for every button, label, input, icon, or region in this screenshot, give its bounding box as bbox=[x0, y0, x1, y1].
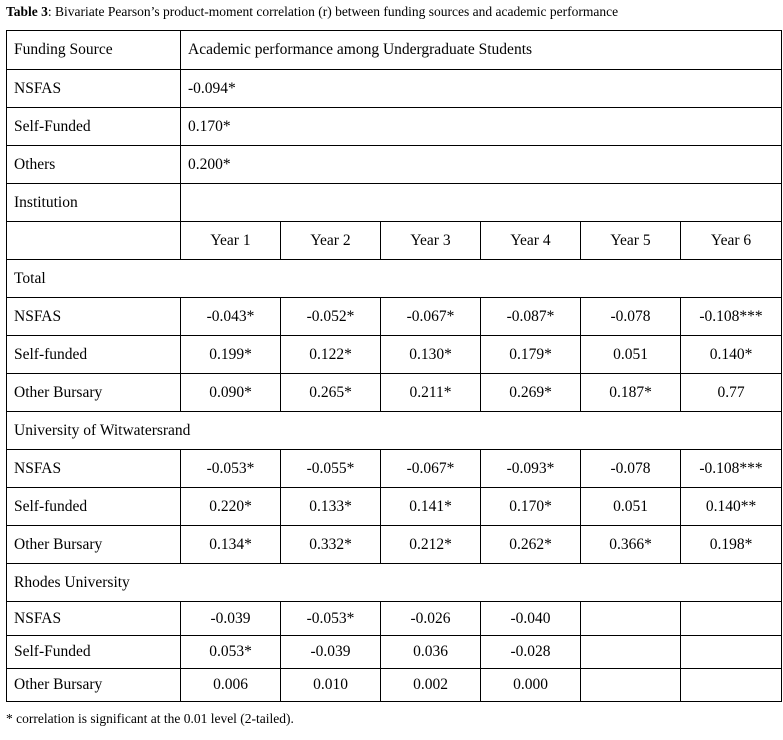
footnote: * correlation is significant at the 0.01 level (2-tailed). bbox=[6, 711, 294, 726]
table-cell bbox=[681, 636, 782, 669]
table-cell bbox=[681, 669, 782, 702]
table-cell: -0.028 bbox=[481, 636, 581, 669]
year-header: Year 1 bbox=[181, 222, 281, 260]
year-header: Year 3 bbox=[381, 222, 481, 260]
overall-row bbox=[7, 70, 782, 108]
caption-label: Table 3 bbox=[6, 4, 48, 19]
overall-label: Self-Funded bbox=[7, 108, 181, 146]
table-cell: 0.187* bbox=[581, 374, 681, 412]
table-cell: 0.77 bbox=[681, 374, 782, 412]
table-cell: -0.043* bbox=[181, 298, 281, 336]
table-cell: -0.055* bbox=[281, 450, 381, 488]
table-cell: 0.051 bbox=[581, 488, 681, 526]
group-name: Total bbox=[7, 260, 782, 298]
table-cell: 0.141* bbox=[381, 488, 481, 526]
table-caption bbox=[6, 4, 618, 20]
table-cell bbox=[581, 669, 681, 702]
table-cell: 0.051 bbox=[581, 336, 681, 374]
table-cell: -0.053* bbox=[281, 602, 381, 636]
group-name: University of Witwatersrand bbox=[7, 412, 782, 450]
table-cell: 0.366* bbox=[581, 526, 681, 564]
table-row bbox=[7, 298, 782, 336]
table-cell: 0.090* bbox=[181, 374, 281, 412]
table-cell: 0.036 bbox=[381, 636, 481, 669]
group-header-row bbox=[7, 260, 782, 298]
table-cell: 0.262* bbox=[481, 526, 581, 564]
table-cell: -0.067* bbox=[381, 450, 481, 488]
table-cell: 0.134* bbox=[181, 526, 281, 564]
overall-value: 0.170* bbox=[181, 108, 782, 146]
table-cell: -0.108*** bbox=[681, 298, 782, 336]
overall-label: NSFAS bbox=[7, 70, 181, 108]
table-cell: -0.052* bbox=[281, 298, 381, 336]
table-cell: -0.026 bbox=[381, 602, 481, 636]
table-cell bbox=[581, 636, 681, 669]
table-cell: 0.269* bbox=[481, 374, 581, 412]
table-row bbox=[7, 526, 782, 564]
overall-value: 0.200* bbox=[181, 146, 782, 184]
table-cell: -0.053* bbox=[181, 450, 281, 488]
header-funding-source: Funding Source bbox=[7, 31, 181, 70]
header-academic-performance: Academic performance among Undergraduate Students bbox=[181, 31, 782, 70]
table-cell: -0.108*** bbox=[681, 450, 782, 488]
header-row bbox=[7, 31, 782, 70]
table-row bbox=[7, 450, 782, 488]
table-cell: 0.179* bbox=[481, 336, 581, 374]
table-cell: 0.002 bbox=[381, 669, 481, 702]
year-header: Year 5 bbox=[581, 222, 681, 260]
row-label: Other Bursary bbox=[7, 526, 181, 564]
group-header-row bbox=[7, 564, 782, 602]
table-cell: 0.198* bbox=[681, 526, 782, 564]
table-cell: -0.078 bbox=[581, 450, 681, 488]
year-header-blank-cell bbox=[7, 222, 181, 260]
table-cell bbox=[681, 602, 782, 636]
overall-value: -0.094* bbox=[181, 70, 782, 108]
table-cell: 0.006 bbox=[181, 669, 281, 702]
table-cell: -0.067* bbox=[381, 298, 481, 336]
row-label: Other Bursary bbox=[7, 374, 181, 412]
table-cell: 0.010 bbox=[281, 669, 381, 702]
row-label: NSFAS bbox=[7, 602, 181, 636]
group-name: Rhodes University bbox=[7, 564, 782, 602]
table-cell: 0.140* bbox=[681, 336, 782, 374]
group-header-row bbox=[7, 412, 782, 450]
institution-row bbox=[7, 184, 782, 222]
overall-row bbox=[7, 108, 782, 146]
correlation-table bbox=[6, 30, 782, 702]
overall-label: Others bbox=[7, 146, 181, 184]
table-cell: 0.212* bbox=[381, 526, 481, 564]
caption-text: : Bivariate Pearson’s product-moment correlation (r) between funding sources and academic performance bbox=[47, 4, 619, 19]
table-cell: 0.140** bbox=[681, 488, 782, 526]
table-cell: 0.332* bbox=[281, 526, 381, 564]
table-cell: 0.220* bbox=[181, 488, 281, 526]
institution-blank-cell bbox=[181, 184, 782, 222]
row-label: NSFAS bbox=[7, 450, 181, 488]
table-cell: -0.093* bbox=[481, 450, 581, 488]
table-cell: 0.199* bbox=[181, 336, 281, 374]
row-label: Self-funded bbox=[7, 336, 181, 374]
year-header: Year 2 bbox=[281, 222, 381, 260]
table-cell: -0.040 bbox=[481, 602, 581, 636]
table-cell: 0.211* bbox=[381, 374, 481, 412]
table-cell bbox=[581, 602, 681, 636]
table-row bbox=[7, 374, 782, 412]
table-cell: 0.053* bbox=[181, 636, 281, 669]
table-cell: 0.122* bbox=[281, 336, 381, 374]
row-label: Self-funded bbox=[7, 488, 181, 526]
table-row bbox=[7, 488, 782, 526]
table-cell: -0.039 bbox=[181, 602, 281, 636]
table-cell: -0.087* bbox=[481, 298, 581, 336]
table-cell: 0.133* bbox=[281, 488, 381, 526]
row-label: NSFAS bbox=[7, 298, 181, 336]
table-cell: -0.078 bbox=[581, 298, 681, 336]
table-cell: -0.039 bbox=[281, 636, 381, 669]
table-cell: 0.170* bbox=[481, 488, 581, 526]
table-cell: 0.265* bbox=[281, 374, 381, 412]
table-row bbox=[7, 636, 782, 669]
year-header: Year 6 bbox=[681, 222, 782, 260]
table-cell: 0.130* bbox=[381, 336, 481, 374]
row-label: Other Bursary bbox=[7, 669, 181, 702]
table-row bbox=[7, 669, 782, 702]
year-header: Year 4 bbox=[481, 222, 581, 260]
institution-label: Institution bbox=[7, 184, 181, 222]
overall-row bbox=[7, 146, 782, 184]
year-header-row bbox=[7, 222, 782, 260]
table-row bbox=[7, 602, 782, 636]
table-row bbox=[7, 336, 782, 374]
table-cell: 0.000 bbox=[481, 669, 581, 702]
row-label: Self-Funded bbox=[7, 636, 181, 669]
